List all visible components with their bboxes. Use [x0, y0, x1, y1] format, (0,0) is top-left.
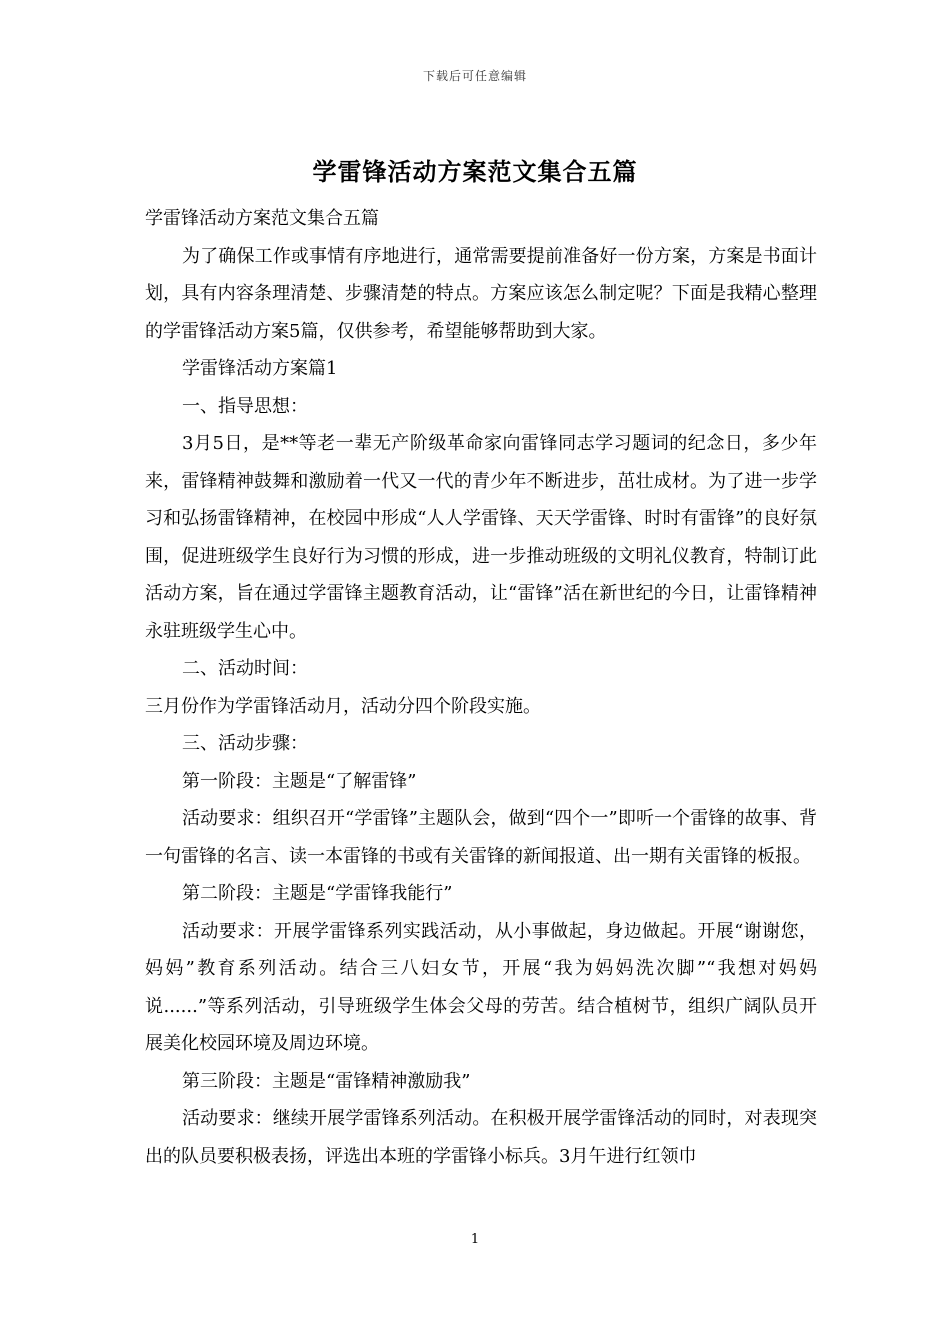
paragraph-guiding-thought: 3月5日，是**等老一辈无产阶级革命家向雷锋同志学习题词的纪念日，多少年来，雷锋精神鼓舞和激励着一代又一代的青少年不断进步，茁壮成材。为了进一步学习和弘扬雷锋精神，在校园中形成“人人学雷锋、天天学雷锋、时时有雷锋”的良好氛围，促进班级学生良好行为习惯的形成，进一步推动班级的文明礼仪教育，特制订此活动方案，旨在通过学雷锋主题教育活动，让“雷锋”活在新世纪的今日，让雷锋精神永驻班级学生心中。: [145, 433, 817, 642]
paragraph-activity-time: 三月份作为学雷锋活动月，活动分四个阶段实施。: [145, 695, 541, 717]
heading-stage-1: 第一阶段：主题是“了解雷锋”: [182, 770, 417, 792]
subtitle-line: 学雷锋活动方案范文集合五篇: [145, 208, 379, 229]
paragraph-stage-2: 活动要求：开展学雷锋系列实践活动，从小事做起，身边做起。开展“谢谢您，妈妈”教育系列活动。结合三八妇女节，开展“我为妈妈洗次脚”“我想对妈妈说......”等系列活动，引导班级学生体会父母的劳苦。结合植树节，组织广阔队员开展美化校园环境及周边环境。: [145, 920, 817, 1054]
document-title: 学雷锋活动方案范文集合五篇: [312, 157, 638, 186]
intro-paragraph: 为了确保工作或事情有序地进行，通常需要提前准备好一份方案，方案是书面计划，具有内容条理清楚、步骤清楚的特点。方案应该怎么制定呢？下面是我精心整理的学雷锋活动方案5篇，仅供参考，希望能够帮助到大家。: [145, 245, 817, 342]
page-header-note: 下载后可任意编辑: [422, 69, 527, 83]
heading-stage-3: 第三阶段：主题是“雷锋精神激励我”: [182, 1070, 471, 1092]
paragraph-stage-3: 活动要求：继续开展学雷锋系列活动。在积极开展学雷锋活动的同时，对表现突出的队员要积极表扬，评选出本班的学雷锋小标兵。3月午进行红领巾: [145, 1108, 817, 1167]
section-heading-plan-1: 学雷锋活动方案篇1: [182, 358, 338, 379]
document-body: [145, 200, 817, 1175]
heading-activity-time: 二、活动时间：: [182, 658, 308, 679]
heading-activity-steps: 三、活动步骤：: [182, 733, 308, 754]
paragraph-stage-1: 活动要求：组织召开“学雷锋”主题队会，做到“四个一”即听一个雷锋的故事、背一句雷锋的名言、读一本雷锋的书或有关雷锋的新闻报道、出一期有关雷锋的板报。: [145, 808, 817, 867]
heading-guiding-thought: 一、指导思想：: [182, 395, 308, 417]
page-number: 1: [470, 1232, 480, 1247]
heading-stage-2: 第二阶段：主题是“学雷锋我能行”: [182, 883, 453, 904]
